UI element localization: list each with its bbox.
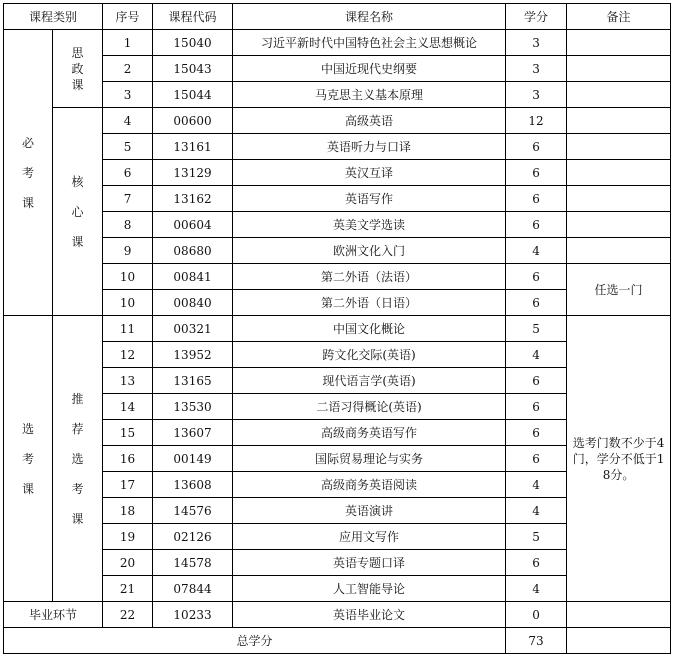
cell-credits: 5 — [506, 316, 567, 342]
cell-credits: 6 — [506, 420, 567, 446]
note-elective-rule: 选考门数不少于4门，学分不低于18分。 — [567, 316, 671, 602]
document-page — [3, 3, 671, 654]
cell-name: 跨文化交际(英语) — [233, 342, 506, 368]
cell-name: 英语听力与口译 — [233, 134, 506, 160]
cell-note — [567, 628, 671, 654]
cell-seq: 20 — [103, 550, 153, 576]
cell-credits: 6 — [506, 264, 567, 290]
cell-code: 15043 — [153, 56, 233, 82]
header-row — [4, 4, 671, 30]
cell-credits: 4 — [506, 238, 567, 264]
table-row — [4, 264, 671, 290]
total-label: 总学分 — [4, 628, 506, 654]
cell-name: 高级英语 — [233, 108, 506, 134]
table-row — [4, 30, 671, 56]
cell-note — [567, 238, 671, 264]
cell-credits: 0 — [506, 602, 567, 628]
cell-name: 英汉互译 — [233, 160, 506, 186]
cell-seq: 11 — [103, 316, 153, 342]
cell-seq: 10 — [103, 290, 153, 316]
cell-credits: 4 — [506, 472, 567, 498]
cell-code: 13162 — [153, 186, 233, 212]
table-row — [4, 186, 671, 212]
table-row — [4, 212, 671, 238]
cell-seq: 3 — [103, 82, 153, 108]
cell-code: 15044 — [153, 82, 233, 108]
cell-credits: 6 — [506, 368, 567, 394]
cell-seq: 19 — [103, 524, 153, 550]
cell-seq: 21 — [103, 576, 153, 602]
cell-note — [567, 134, 671, 160]
cell-seq: 15 — [103, 420, 153, 446]
cell-seq: 6 — [103, 160, 153, 186]
cell-note — [567, 108, 671, 134]
cell-seq: 12 — [103, 342, 153, 368]
cell-seq: 16 — [103, 446, 153, 472]
cell-code: 02126 — [153, 524, 233, 550]
header-code: 课程代码 — [153, 4, 233, 30]
cell-name: 英语毕业论文 — [233, 602, 506, 628]
curriculum-table — [3, 3, 671, 654]
cell-code: 14578 — [153, 550, 233, 576]
cell-credits: 3 — [506, 30, 567, 56]
table-row — [4, 134, 671, 160]
cell-seq: 18 — [103, 498, 153, 524]
table-row — [4, 602, 671, 628]
cell-code: 13161 — [153, 134, 233, 160]
cell-credits: 6 — [506, 550, 567, 576]
cell-code: 00600 — [153, 108, 233, 134]
cell-seq: 5 — [103, 134, 153, 160]
cell-name: 高级商务英语阅读 — [233, 472, 506, 498]
cell-code: 00149 — [153, 446, 233, 472]
group-politics: 思政课 — [53, 30, 103, 108]
cell-credits: 6 — [506, 134, 567, 160]
cell-seq: 2 — [103, 56, 153, 82]
header-category: 课程类别 — [4, 4, 103, 30]
cell-credits: 6 — [506, 160, 567, 186]
cell-seq: 14 — [103, 394, 153, 420]
cell-name: 英语写作 — [233, 186, 506, 212]
cell-name: 中国近现代史纲要 — [233, 56, 506, 82]
cell-name: 高级商务英语写作 — [233, 420, 506, 446]
cell-credits: 6 — [506, 186, 567, 212]
table-row — [4, 108, 671, 134]
header-credits: 学分 — [506, 4, 567, 30]
cell-credits: 6 — [506, 446, 567, 472]
cell-credits: 3 — [506, 82, 567, 108]
cell-name: 英语演讲 — [233, 498, 506, 524]
cell-code: 07844 — [153, 576, 233, 602]
cell-name: 国际贸易理论与实务 — [233, 446, 506, 472]
cell-seq: 10 — [103, 264, 153, 290]
cell-seq: 7 — [103, 186, 153, 212]
cell-code: 13608 — [153, 472, 233, 498]
cell-name: 二语习得概论(英语) — [233, 394, 506, 420]
table-row — [4, 316, 671, 342]
cell-credits: 3 — [506, 56, 567, 82]
cell-note — [567, 602, 671, 628]
cell-credits: 6 — [506, 394, 567, 420]
cell-seq: 13 — [103, 368, 153, 394]
group-core: 核心课 — [53, 108, 103, 316]
cell-code: 13530 — [153, 394, 233, 420]
table-row — [4, 160, 671, 186]
group-elective: 选考课 — [4, 316, 53, 602]
cell-code: 13129 — [153, 160, 233, 186]
cell-credits: 5 — [506, 524, 567, 550]
cell-code: 15040 — [153, 30, 233, 56]
cell-name: 现代语言学(英语) — [233, 368, 506, 394]
total-credits: 73 — [506, 628, 567, 654]
cell-name: 马克思主义基本原理 — [233, 82, 506, 108]
cell-note — [567, 160, 671, 186]
cell-seq: 8 — [103, 212, 153, 238]
cell-code: 00321 — [153, 316, 233, 342]
cell-note — [567, 82, 671, 108]
cell-name: 中国文化概论 — [233, 316, 506, 342]
header-notes: 备注 — [567, 4, 671, 30]
cell-seq: 17 — [103, 472, 153, 498]
cell-note — [567, 186, 671, 212]
cell-name: 第二外语（日语） — [233, 290, 506, 316]
cell-name: 欧洲文化入门 — [233, 238, 506, 264]
cell-note — [567, 30, 671, 56]
cell-credits: 6 — [506, 290, 567, 316]
table-row — [4, 82, 671, 108]
cell-seq: 9 — [103, 238, 153, 264]
note-choose-one: 任选一门 — [567, 264, 671, 316]
cell-name: 英美文学选读 — [233, 212, 506, 238]
cell-credits: 6 — [506, 212, 567, 238]
cell-seq: 22 — [103, 602, 153, 628]
cell-seq: 4 — [103, 108, 153, 134]
cell-code: 00841 — [153, 264, 233, 290]
cell-code: 13952 — [153, 342, 233, 368]
cell-note — [567, 212, 671, 238]
cell-credits: 4 — [506, 498, 567, 524]
cell-code: 10233 — [153, 602, 233, 628]
total-row — [4, 628, 671, 654]
cell-name: 第二外语（法语） — [233, 264, 506, 290]
group-recommended: 推荐选考课 — [53, 316, 103, 602]
cell-credits: 4 — [506, 342, 567, 368]
cell-name: 习近平新时代中国特色社会主义思想概论 — [233, 30, 506, 56]
table-row — [4, 56, 671, 82]
cell-code: 14576 — [153, 498, 233, 524]
cell-credits: 12 — [506, 108, 567, 134]
cell-name: 英语专题口译 — [233, 550, 506, 576]
table-row — [4, 238, 671, 264]
cell-code: 13607 — [153, 420, 233, 446]
cell-note — [567, 56, 671, 82]
cell-name: 人工智能导论 — [233, 576, 506, 602]
header-name: 课程名称 — [233, 4, 506, 30]
cell-code: 00840 — [153, 290, 233, 316]
group-graduation: 毕业环节 — [4, 602, 103, 628]
group-required: 必考课 — [4, 30, 53, 316]
cell-name: 应用文写作 — [233, 524, 506, 550]
cell-code: 08680 — [153, 238, 233, 264]
cell-credits: 4 — [506, 576, 567, 602]
cell-seq: 1 — [103, 30, 153, 56]
cell-code: 13165 — [153, 368, 233, 394]
cell-code: 00604 — [153, 212, 233, 238]
header-seq: 序号 — [103, 4, 153, 30]
